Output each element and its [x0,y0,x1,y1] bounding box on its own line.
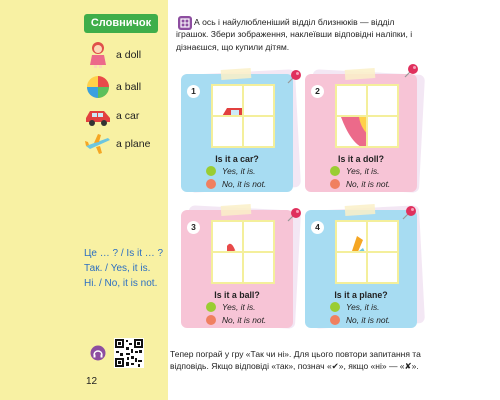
sticker-slot[interactable] [367,252,398,283]
tape-strip [345,204,376,216]
vocab-word: a car [116,110,140,122]
sticker-slot[interactable] [367,85,398,116]
answer-yes-text: Yes, it is. [346,166,380,176]
sticker-slot[interactable] [212,85,243,116]
answer-no-text: No, it is not. [346,179,391,189]
card-number: 4 [311,221,324,234]
sticker-slot[interactable] [336,85,367,116]
phrase-list [84,246,168,291]
card-question: Is it a doll? [338,154,384,164]
answer-yes[interactable] [330,166,380,176]
vocab-word: a ball [116,81,142,93]
doll-icon [84,41,112,69]
answer-yes-text: Yes, it is. [222,166,256,176]
pushpin-icon [402,62,420,80]
sticker-slot[interactable] [212,221,243,252]
vocab-item-ball [84,72,168,102]
pushpin-icon [400,204,418,222]
puzzle-card-1 [181,74,293,192]
card-question: Is it a car? [215,154,259,164]
answer-yes-text: Yes, it is. [222,302,256,312]
vocab-item-doll [84,40,168,70]
vocabulary-title: Словничок [84,14,158,33]
phrase-yes: Так. / Yes, it is. [84,263,151,274]
sticker-slot[interactable] [367,116,398,147]
puzzle-card-4 [305,210,417,328]
sticker-slot[interactable] [336,116,367,147]
puzzle-card-2 [305,74,417,192]
answer-no[interactable] [330,315,390,325]
answer-yes[interactable] [206,302,256,312]
card-number: 1 [187,85,200,98]
card-question: Is it a plane? [334,290,388,300]
sticker-slot[interactable] [243,116,274,147]
game-instruction: Тепер пограй у гру «Так чи ні». Для цього повтори запитання та відповідь. Якщо відповіді «так», познач «✔», якщо «ні» — «✘». [170,349,421,372]
answer-yes[interactable] [206,166,256,176]
vocab-item-plane [84,129,168,159]
phrase-question: Це … ? / Is it … ? [84,248,164,259]
phrase-no: Ні. / No, it is not. [84,278,158,289]
sticker-grid [335,220,399,284]
vocab-word: a doll [116,49,142,61]
sticker-slot[interactable] [212,116,243,147]
answer-no-text: No, it is not. [222,179,267,189]
tape-strip [221,68,252,80]
sticker-slot[interactable] [367,221,398,252]
answer-yes-text: Yes, it is. [346,302,380,312]
card-question: Is it a ball? [214,290,260,300]
page-number: 12 [86,376,98,387]
tape-strip [345,68,376,80]
puzzle-card-3 [181,210,293,328]
answer-no[interactable] [330,179,390,189]
sticker-grid [335,84,399,148]
sticker-slot[interactable] [243,85,274,116]
vocab-word: a plane [116,138,151,150]
card-number: 2 [311,85,324,98]
tape-strip [221,204,252,216]
sticker-slot[interactable] [243,221,274,252]
no-circle-icon[interactable] [330,179,340,189]
pushpin-icon [285,68,303,86]
card-number: 3 [187,221,200,234]
vocab-item-car [84,101,168,131]
sticker-slot[interactable] [336,252,367,283]
answer-no[interactable] [206,315,266,325]
no-circle-icon[interactable] [330,315,340,325]
plane-icon [84,130,112,158]
answer-no-text: No, it is not. [346,315,391,325]
answer-no-text: No, it is not. [222,315,267,325]
answer-no[interactable] [206,179,266,189]
yes-circle-icon[interactable] [330,302,340,312]
yes-circle-icon[interactable] [206,302,216,312]
task-instruction: А ось і найулюбленіший відділ близнюків — відділ іграшок. Збери зображення, наклеївши відповідні наліпки, і дізнаєшся, що купили дітям. [176,17,413,52]
yes-circle-icon[interactable] [330,166,340,176]
sticker-slot[interactable] [212,252,243,283]
sticker-grid [211,220,275,284]
yes-circle-icon[interactable] [206,166,216,176]
qr-code[interactable] [114,338,144,368]
ball-icon [84,73,112,101]
answer-yes[interactable] [330,302,380,312]
sticker-slot[interactable] [243,252,274,283]
pushpin-icon [285,206,303,224]
no-circle-icon[interactable] [206,315,216,325]
no-circle-icon[interactable] [206,179,216,189]
car-icon [84,102,112,130]
headphones-icon[interactable] [90,345,106,361]
sticker-slot[interactable] [336,221,367,252]
sticker-grid [211,84,275,148]
